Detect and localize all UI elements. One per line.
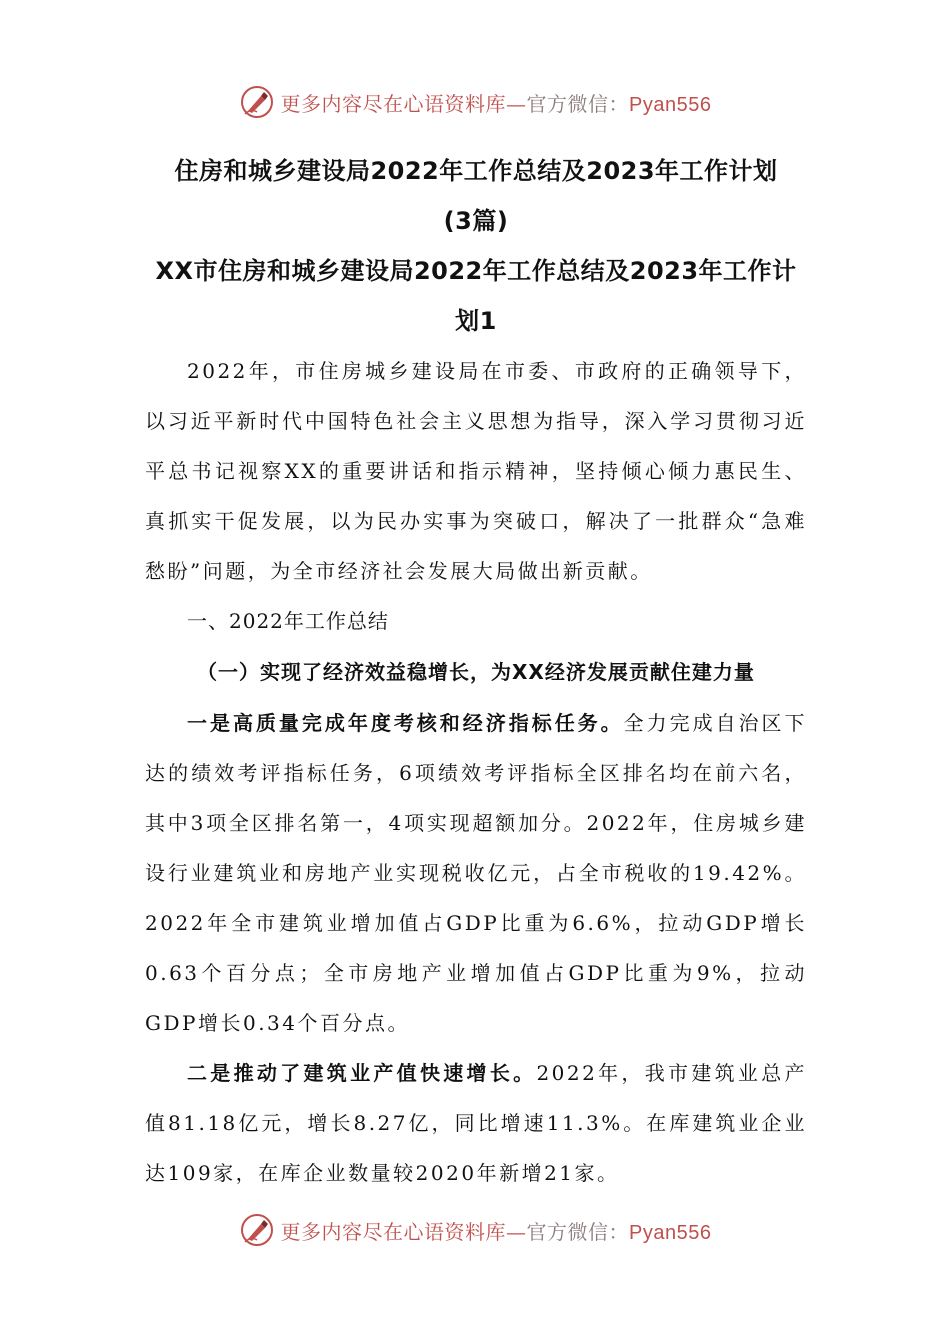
watermark-text xyxy=(281,1216,712,1245)
subsection1-heading: （一）实现了经济效益稳增长，为XX经济发展贡献住建力量 xyxy=(197,660,755,684)
item1-body: 全力完成自治区下达的绩效考评指标任务，6项绩效考评指标全区排名均在前六名，其中3项全区排名第一，4项实现超额加分。2022年，住房城乡建设行业建筑业和房地产业实现税收亿元，占全市税收的19.42%。2022年全市建筑业增加值占GDP比重为6.6%，拉动GDP增长0.63个百分点；全市房地产业增加值占GDP比重为9%，拉动GDP增长0.34个百分点。 xyxy=(145,711,808,1035)
watermark-footer xyxy=(0,1210,950,1250)
watermark-dash: — xyxy=(506,91,527,116)
document-title-line1: 住房和城乡建设局2022年工作总结及2023年工作计划 xyxy=(174,157,778,185)
watermark-text xyxy=(281,88,712,117)
item2-lead: 二是推动了建筑业产值快速增长。 xyxy=(187,1061,537,1085)
watermark-id: Pyan556 xyxy=(629,1221,712,1244)
pen-nib-logo-icon xyxy=(239,84,275,120)
pen-nib-logo-icon xyxy=(239,1212,275,1248)
watermark-sub: 官方微信： xyxy=(526,1219,630,1244)
intro-paragraph: 2022年，市住房城乡建设局在市委、市政府的正确领导下，以习近平新时代中国特色社会主义思想为指导，深入学习贯彻习近平总书记视察XX的重要讲话和指示精神，坚持倾心倾力惠民生、真抓实干促发展，以为民办实事为突破口，解决了一批群众“急难愁盼”问题，为全市经济社会发展大局做出新贡献。 xyxy=(145,359,807,583)
watermark-brand: 更多内容尽在心语资料库 xyxy=(280,1219,507,1244)
item1-lead: 一是高质量完成年度考核和经济指标任务。 xyxy=(187,711,624,735)
watermark-brand: 更多内容尽在心语资料库 xyxy=(280,91,507,116)
document-title-line2: (3篇) xyxy=(443,207,509,235)
watermark-dash: — xyxy=(506,1219,527,1244)
document-subtitle-line1: XX市住房和城乡建设局2022年工作总结及2023年工作计 xyxy=(155,257,797,285)
item2-body: 2022年，我市建筑业总产值81.18亿元，增长8.27亿，同比增速11.3%。在库建筑业企业达109家，在库企业数量较2020年新增21家。 xyxy=(145,1061,807,1185)
section1-heading: 一、2022年工作总结 xyxy=(187,609,389,633)
watermark-sub: 官方微信： xyxy=(526,91,630,116)
item1-paragraph xyxy=(145,698,807,1048)
item2-paragraph xyxy=(145,1048,807,1198)
watermark-id: Pyan556 xyxy=(629,93,712,116)
watermark-header xyxy=(0,82,950,122)
document-subtitle-line2: 划1 xyxy=(455,307,497,335)
document-body xyxy=(145,146,807,1198)
